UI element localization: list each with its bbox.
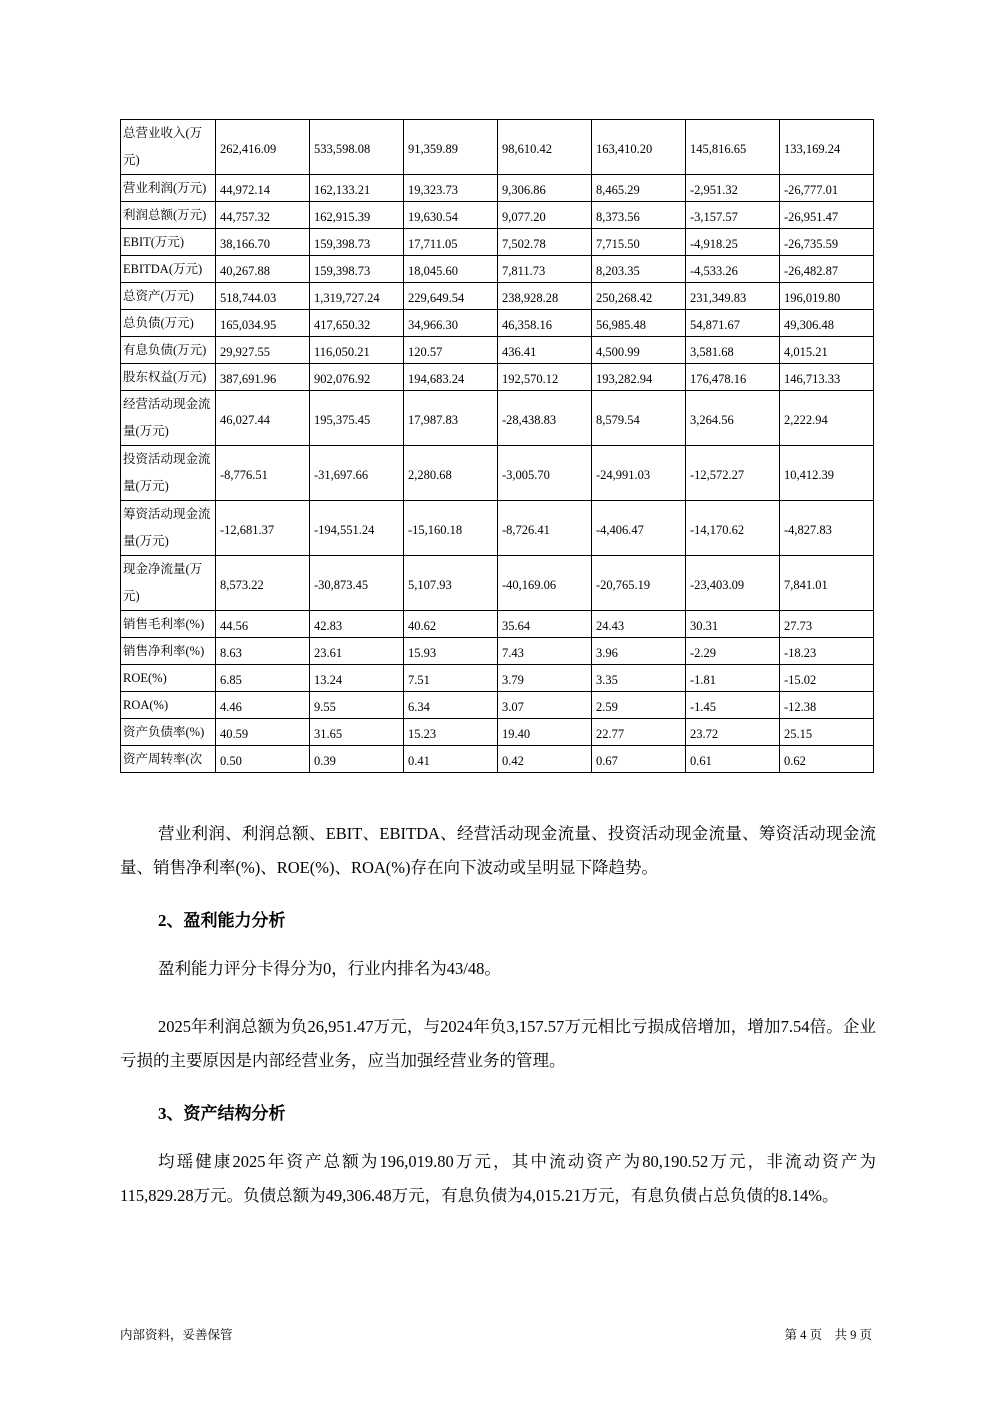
table-cell: 3.35 <box>592 665 686 692</box>
row-label: 股东权益(万元) <box>121 364 216 391</box>
table-cell: 19.40 <box>498 719 592 746</box>
table-cell: 8,573.22 <box>216 556 310 611</box>
table-cell: 518,744.03 <box>216 283 310 310</box>
table-cell: 7.51 <box>404 665 498 692</box>
table-cell: 0.41 <box>404 746 498 773</box>
table-cell: 3.96 <box>592 638 686 665</box>
table-cell: 162,133.21 <box>310 175 404 202</box>
table-cell: 29,927.55 <box>216 337 310 364</box>
table-cell: 436.41 <box>498 337 592 364</box>
table-row <box>121 310 874 337</box>
profit-analysis-paragraph: 2025年利润总额为负26,951.47万元，与2024年负3,157.57万元相比亏损成倍增加，增加7.54倍。企业亏损的主要原因是内部经营业务，应当加强经营业务的管理。 <box>120 1017 876 1070</box>
table-cell: 146,713.33 <box>780 364 874 391</box>
table-cell: 5,107.93 <box>404 556 498 611</box>
table-cell: 145,816.65 <box>686 120 780 175</box>
table-cell: 54,871.67 <box>686 310 780 337</box>
table-cell: 8,579.54 <box>592 391 686 446</box>
row-label: 投资活动现金流量(万元) <box>121 446 216 501</box>
table-cell: 195,375.45 <box>310 391 404 446</box>
table-row <box>121 719 874 746</box>
table-cell: 42.83 <box>310 611 404 638</box>
table-row <box>121 229 874 256</box>
table-cell: 163,410.20 <box>592 120 686 175</box>
table-cell: -26,951.47 <box>780 202 874 229</box>
section-heading-asset-structure: 3、资产结构分析 <box>158 1104 286 1123</box>
table-cell: 44.56 <box>216 611 310 638</box>
table-cell: 38,166.70 <box>216 229 310 256</box>
table-cell: 238,928.28 <box>498 283 592 310</box>
row-label: ROE(%) <box>121 665 216 692</box>
table-cell: -3,005.70 <box>498 446 592 501</box>
table-cell: 3,264.56 <box>686 391 780 446</box>
table-cell: 7.43 <box>498 638 592 665</box>
asset-structure-paragraph: 均瑶健康2025年资产总额为196,019.80万元，其中流动资产为80,190.52万元，非流动资产为115,829.28万元。负债总额为49,306.48万元，有息负债为4,015.21万元，有息负债占总负债的8.14%。 <box>120 1152 876 1205</box>
row-label: 筹资活动现金流量(万元) <box>121 501 216 556</box>
table-cell: 3.07 <box>498 692 592 719</box>
row-label: EBITDA(万元) <box>121 256 216 283</box>
table-cell: -4,406.47 <box>592 501 686 556</box>
table-row <box>121 556 874 611</box>
table-row <box>121 692 874 719</box>
row-label: 现金净流量(万元) <box>121 556 216 611</box>
row-label: 资产负债率(%) <box>121 719 216 746</box>
table-cell: 2,280.68 <box>404 446 498 501</box>
table-cell: -30,873.45 <box>310 556 404 611</box>
table-cell: -4,827.83 <box>780 501 874 556</box>
table-row <box>121 120 874 175</box>
table-cell: 9,077.20 <box>498 202 592 229</box>
table-cell: 49,306.48 <box>780 310 874 337</box>
table-cell: 8,373.56 <box>592 202 686 229</box>
row-label: 有息负债(万元) <box>121 337 216 364</box>
row-label: EBIT(万元) <box>121 229 216 256</box>
table-cell: 22.77 <box>592 719 686 746</box>
table-cell: 19,323.73 <box>404 175 498 202</box>
row-label: 总营业收入(万元) <box>121 120 216 175</box>
table-cell: -26,777.01 <box>780 175 874 202</box>
table-cell: 250,268.42 <box>592 283 686 310</box>
table-row <box>121 256 874 283</box>
table-cell: -15,160.18 <box>404 501 498 556</box>
table-cell: 133,169.24 <box>780 120 874 175</box>
table-cell: 44,972.14 <box>216 175 310 202</box>
table-cell: 23.72 <box>686 719 780 746</box>
row-label: 资产周转率(次 <box>121 746 216 773</box>
table-row <box>121 391 874 446</box>
table-cell: -23,403.09 <box>686 556 780 611</box>
table-cell: 0.61 <box>686 746 780 773</box>
table-cell: 98,610.42 <box>498 120 592 175</box>
table-cell: 192,570.12 <box>498 364 592 391</box>
row-label: 营业利润(万元) <box>121 175 216 202</box>
table-cell: -2.29 <box>686 638 780 665</box>
table-row <box>121 446 874 501</box>
table-cell: 4,015.21 <box>780 337 874 364</box>
table-row <box>121 202 874 229</box>
section-heading-profitability: 2、盈利能力分析 <box>158 911 286 930</box>
table-cell: 7,811.73 <box>498 256 592 283</box>
table-cell: 24.43 <box>592 611 686 638</box>
table-cell: 17,711.05 <box>404 229 498 256</box>
table-cell: 0.67 <box>592 746 686 773</box>
table-cell: 8,203.35 <box>592 256 686 283</box>
table-cell: -28,438.83 <box>498 391 592 446</box>
table-row <box>121 665 874 692</box>
row-label: 利润总额(万元) <box>121 202 216 229</box>
table-cell: -20,765.19 <box>592 556 686 611</box>
table-row <box>121 638 874 665</box>
table-cell: 9,306.86 <box>498 175 592 202</box>
table-cell: 40.59 <box>216 719 310 746</box>
row-label: 经营活动现金流量(万元) <box>121 391 216 446</box>
table-cell: 9.55 <box>310 692 404 719</box>
table-cell: 56,985.48 <box>592 310 686 337</box>
table-row <box>121 611 874 638</box>
row-label: ROA(%) <box>121 692 216 719</box>
table-cell: 0.50 <box>216 746 310 773</box>
table-cell: 7,841.01 <box>780 556 874 611</box>
table-cell: -14,170.62 <box>686 501 780 556</box>
table-row <box>121 283 874 310</box>
table-cell: 6.85 <box>216 665 310 692</box>
table-cell: 46,027.44 <box>216 391 310 446</box>
table-cell: 40,267.88 <box>216 256 310 283</box>
table-cell: -4,533.26 <box>686 256 780 283</box>
table-cell: 3,581.68 <box>686 337 780 364</box>
table-cell: 35.64 <box>498 611 592 638</box>
table-cell: -12,572.27 <box>686 446 780 501</box>
table-cell: 7,715.50 <box>592 229 686 256</box>
table-cell: -26,735.59 <box>780 229 874 256</box>
table-row <box>121 337 874 364</box>
row-label: 总资产(万元) <box>121 283 216 310</box>
table-cell: 30.31 <box>686 611 780 638</box>
table-cell: -3,157.57 <box>686 202 780 229</box>
table-cell: 19,630.54 <box>404 202 498 229</box>
table-cell: 1,319,727.24 <box>310 283 404 310</box>
table-cell: 229,649.54 <box>404 283 498 310</box>
table-cell: -15.02 <box>780 665 874 692</box>
table-cell: 3.79 <box>498 665 592 692</box>
table-cell: 162,915.39 <box>310 202 404 229</box>
table-cell: -4,918.25 <box>686 229 780 256</box>
table-cell: -8,776.51 <box>216 446 310 501</box>
table-cell: -24,991.03 <box>592 446 686 501</box>
table-cell: 0.42 <box>498 746 592 773</box>
table-cell: 10,412.39 <box>780 446 874 501</box>
table-cell: 262,416.09 <box>216 120 310 175</box>
footer-confidential-note: 内部资料，妥善保管 <box>120 1328 233 1342</box>
table-cell: 15.93 <box>404 638 498 665</box>
table-cell: -12,681.37 <box>216 501 310 556</box>
table-cell: 15.23 <box>404 719 498 746</box>
table-cell: 120.57 <box>404 337 498 364</box>
table-cell: 23.61 <box>310 638 404 665</box>
table-cell: 34,966.30 <box>404 310 498 337</box>
table-cell: 18,045.60 <box>404 256 498 283</box>
table-cell: -8,726.41 <box>498 501 592 556</box>
table-cell: 194,683.24 <box>404 364 498 391</box>
table-cell: 46,358.16 <box>498 310 592 337</box>
row-label: 总负债(万元) <box>121 310 216 337</box>
table-cell: -194,551.24 <box>310 501 404 556</box>
footer-page-number: 第 4 页 共 9 页 <box>784 1328 872 1342</box>
table-cell: -2,951.32 <box>686 175 780 202</box>
table-cell: 91,359.89 <box>404 120 498 175</box>
table-body <box>121 120 874 773</box>
table-cell: 40.62 <box>404 611 498 638</box>
table-cell: -1.81 <box>686 665 780 692</box>
trend-summary-paragraph: 营业利润、利润总额、EBIT、EBITDA、经营活动现金流量、投资活动现金流量、筹资活动现金流量、销售净利率(%)、ROE(%)、ROA(%)存在向下波动或呈明显下降趋势。 <box>120 824 876 877</box>
table-cell: 902,076.92 <box>310 364 404 391</box>
table-cell: 2.59 <box>592 692 686 719</box>
table-cell: -1.45 <box>686 692 780 719</box>
table-cell: 176,478.16 <box>686 364 780 391</box>
table-cell: 193,282.94 <box>592 364 686 391</box>
table-cell: 231,349.83 <box>686 283 780 310</box>
table-cell: -31,697.66 <box>310 446 404 501</box>
table-cell: 31.65 <box>310 719 404 746</box>
table-row <box>121 175 874 202</box>
table-cell: 2,222.94 <box>780 391 874 446</box>
table-cell: 8,465.29 <box>592 175 686 202</box>
table-cell: 4.46 <box>216 692 310 719</box>
table-cell: 13.24 <box>310 665 404 692</box>
table-cell: 44,757.32 <box>216 202 310 229</box>
table-cell: 159,398.73 <box>310 256 404 283</box>
table-cell: 27.73 <box>780 611 874 638</box>
table-cell: 7,502.78 <box>498 229 592 256</box>
table-cell: 0.39 <box>310 746 404 773</box>
table-cell: 196,019.80 <box>780 283 874 310</box>
profitability-score-paragraph: 盈利能力评分卡得分为0，行业内排名为43/48。 <box>158 959 501 978</box>
table-cell: 0.62 <box>780 746 874 773</box>
table-cell: -40,169.06 <box>498 556 592 611</box>
table-cell: 387,691.96 <box>216 364 310 391</box>
table-cell: 8.63 <box>216 638 310 665</box>
table-row <box>121 364 874 391</box>
table-cell: -18.23 <box>780 638 874 665</box>
table-cell: 6.34 <box>404 692 498 719</box>
table-row <box>121 501 874 556</box>
table-cell: 116,050.21 <box>310 337 404 364</box>
table-cell: -12.38 <box>780 692 874 719</box>
table-cell: -26,482.87 <box>780 256 874 283</box>
table-row <box>121 746 874 773</box>
table-cell: 533,598.08 <box>310 120 404 175</box>
financial-data-table <box>120 119 874 773</box>
row-label: 销售净利率(%) <box>121 638 216 665</box>
table-cell: 4,500.99 <box>592 337 686 364</box>
table-cell: 417,650.32 <box>310 310 404 337</box>
table-cell: 25.15 <box>780 719 874 746</box>
table-cell: 165,034.95 <box>216 310 310 337</box>
table-cell: 17,987.83 <box>404 391 498 446</box>
table-cell: 159,398.73 <box>310 229 404 256</box>
row-label: 销售毛利率(%) <box>121 611 216 638</box>
